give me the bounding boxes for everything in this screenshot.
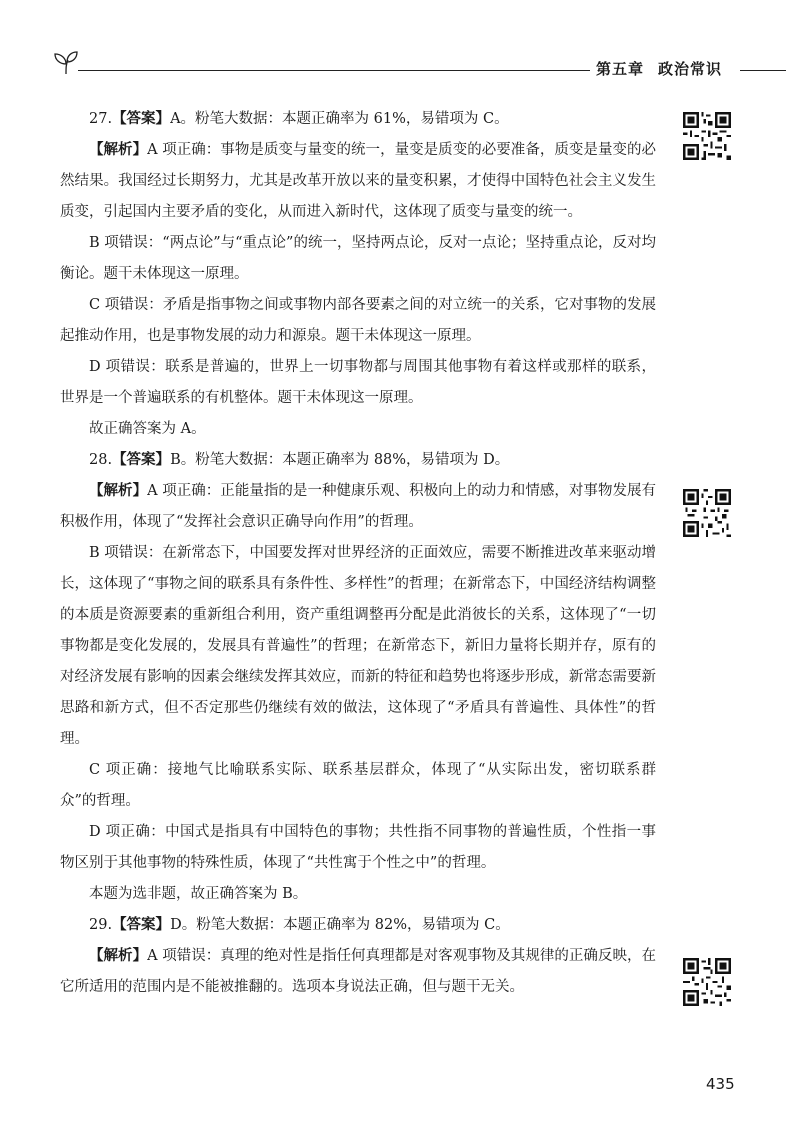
q29-analysis-text: A 项错误：真理的绝对性是指任何真理都是对客观事物及其规律的正确反映，在它所适用的范围内是不能被推翻的。选项本身说法正确，但与题干无关。 <box>60 948 657 995</box>
q28-number: 28. <box>89 452 113 468</box>
q28-option-b: B 项错误：在新常态下，中国要发挥对世界经济的正面效应，需要不断推进改革来驱动增长，这体现了“事物之间的联系具有条件性、多样性”的哲理；在新常态下，中国经济结构调整的本质是资源要素的重新组合利用，资产重组调整再分配是此消彼长的关系，这体现了“一切事物都是变化发展的，发展具有普遍性”的哲理；在新常态下，新旧力量将长期并存，原有的对经济发展有影响的因素会继续发挥其效应，而新的特征和趋势也将逐步形成，新常态需要新思路和新方式，但不否定那些仍继续有效的做法，这体现了“矛盾具有普遍性、具体性”的哲理。 <box>60 545 656 747</box>
q27-option-b: B 项错误：“两点论”与“重点论”的统一，坚持两点论，反对一点论；坚持重点论，反对均衡论。题干未体现这一原理。 <box>60 235 656 282</box>
answer-tag: 【答案】 <box>112 111 171 127</box>
q28-answer-text: B。粉笔大数据：本题正确率为 88%，易错项为 D。 <box>170 452 510 468</box>
q29-analysis-a <box>60 941 656 1003</box>
answer-tag: 【答案】 <box>112 917 171 933</box>
q27-conclusion: 故正确答案为 A。 <box>89 421 206 437</box>
q27-analysis-text: A 项正确：事物是质变与量变的统一，量变是质变的必要准备，质变是量变的必然结果。我国经过长期努力，尤其是改革开放以来的量变积累，才使得中国特色社会主义发生质变，引起国内主要矛盾的变化，从而进入新时代，这体现了质变与量变的统一。 <box>60 142 657 220</box>
analysis-tag: 【解析】 <box>89 948 148 964</box>
q27-answer-text: A。粉笔大数据：本题正确率为 61%，易错项为 C。 <box>170 111 509 127</box>
q28-option-d: D 项正确：中国式是指具有中国特色的事物；共性指不同事物的普遍性质，个性指一事物区别于其他事物的特殊性质，体现了“共性寓于个性之中”的哲理。 <box>60 824 656 871</box>
q28-analysis-text: A 项正确：正能量指的是一种健康乐观、积极向上的动力和情感，对事物发展有积极作用，体现了“发挥社会意识正确导向作用”的哲理。 <box>60 483 657 530</box>
answer-explanations <box>60 104 656 1003</box>
q27-option-c: C 项错误：矛盾是指事物之间或事物内部各要素之间的对立统一的关系，它对事物的发展起推动作用，也是事物发展的动力和源泉。题干未体现这一原理。 <box>60 297 656 344</box>
answer-tag: 【答案】 <box>112 452 171 468</box>
q28-answer <box>60 445 656 476</box>
page-number: 435 <box>706 1075 735 1093</box>
q28-option-c: C 项正确：接地气比喻联系实际、联系基层群众，体现了“从实际出发，密切联系群众”的哲理。 <box>60 762 656 809</box>
q28-conclusion: 本题为选非题，故正确答案为 B。 <box>89 886 308 902</box>
chapter-label: 第五章 <box>596 60 645 78</box>
analysis-tag: 【解析】 <box>89 142 148 158</box>
q27-option-d: D 项错误：联系是普遍的，世界上一切事物都与周围其他事物有着这样或那样的联系，世界是一个普遍联系的有机整体。题干未体现这一原理。 <box>60 359 656 406</box>
header-rule-left <box>78 70 590 71</box>
leaf-sprout-icon <box>52 50 80 76</box>
qr-code-icon[interactable] <box>683 958 731 1006</box>
q27-analysis-a <box>60 135 656 228</box>
section-label: 政治常识 <box>658 60 723 78</box>
q29-number: 29. <box>89 917 113 933</box>
chapter-header <box>596 58 722 79</box>
qr-code-icon[interactable] <box>683 112 731 160</box>
q29-answer <box>60 910 656 941</box>
q27-answer <box>60 104 656 135</box>
q28-analysis-a <box>60 476 656 538</box>
q29-answer-text: D。粉笔大数据：本题正确率为 82%，易错项为 C。 <box>170 917 510 933</box>
qr-code-icon[interactable] <box>683 489 731 537</box>
header-rule-right <box>740 70 786 71</box>
q27-number: 27. <box>89 111 113 127</box>
analysis-tag: 【解析】 <box>89 483 148 499</box>
